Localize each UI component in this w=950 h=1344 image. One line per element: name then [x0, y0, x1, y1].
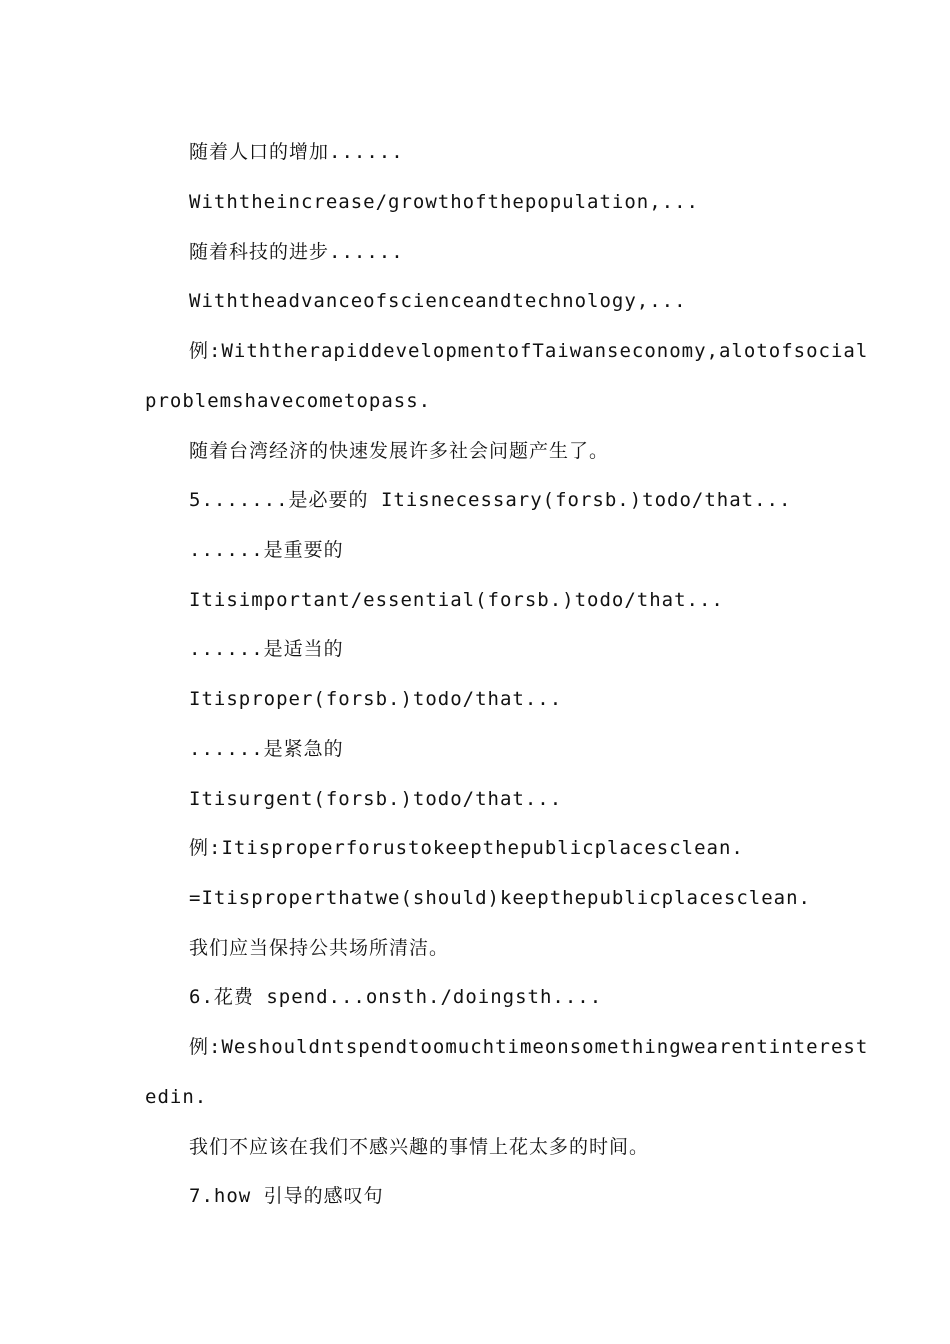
text-line: 5.......是必要的 Itisnecessary(forsb.)todo/that...	[189, 489, 792, 511]
text-line: 我们应当保持公共场所清洁。	[189, 937, 450, 959]
text-line: 我们不应该在我们不感兴趣的事情上花太多的时间。	[189, 1136, 650, 1158]
text-line: problemshavecometopass.	[145, 390, 432, 412]
text-line: 例:Weshouldntspendtoomuchtimeonsomethingwearentinterest	[189, 1036, 869, 1058]
text-line: 6.花费 spend...onsth./doingsth....	[189, 986, 603, 1008]
text-line: Itisimportant/essential(forsb.)todo/that...	[189, 589, 724, 611]
text-line: ......是紧急的	[189, 738, 344, 760]
text-line: 7.how 引导的感叹句	[189, 1185, 384, 1207]
text-line: Withtheincrease/growthofthepopulation,...	[189, 191, 699, 213]
text-line: 随着人口的增加......	[189, 141, 404, 163]
text-line: 随着科技的进步......	[189, 241, 404, 263]
text-line: 例:Itisproperforustokeepthepublicplacesclean.	[189, 837, 744, 859]
text-line: Itisproper(forsb.)todo/that...	[189, 688, 563, 710]
text-line: ......是适当的	[189, 638, 344, 660]
text-line: Itisurgent(forsb.)todo/that...	[189, 788, 563, 810]
text-line: 随着台湾经济的快速发展许多社会问题产生了。	[189, 440, 610, 462]
text-line: =Itisproperthatwe(should)keepthepublicplacesclean.	[189, 887, 811, 909]
text-line: ......是重要的	[189, 539, 344, 561]
text-line: edin.	[145, 1086, 208, 1108]
text-line: Withtheadvanceofscienceandtechnology,...	[189, 290, 687, 312]
text-line: 例:WiththerapiddevelopmentofTaiwanseconomy,alotofsocial	[189, 340, 869, 362]
